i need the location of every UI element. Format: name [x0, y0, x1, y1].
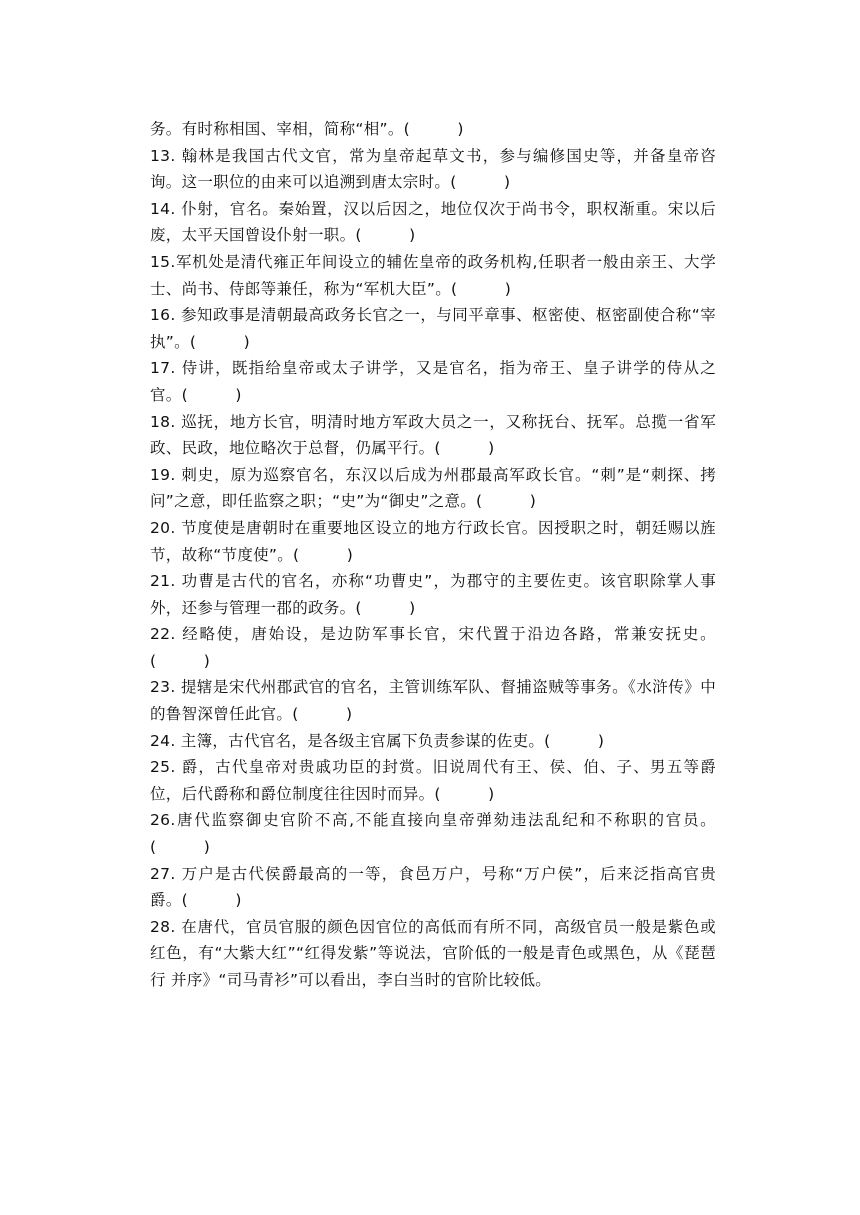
question-item-15: 15.军机处是清代雍正年间设立的辅佐皇帝的政务机构,任职者一般由亲王、大学士、尚书、侍郎等兼任，称为“军机大臣”。( ) [150, 252, 716, 298]
question-item-22: 22. 经略使，唐始设，是边防军事长官，宋代置于沿边各路，常兼安抚史。( ) [150, 625, 716, 670]
question-item-14: 14. 仆射，官名。秦始置，汉以后因之，地位仅次于尚书令，职权渐重。宋以后废，太平天国曾设仆射一职。( ) [150, 199, 716, 245]
question-item-17: 17. 侍讲，既指给皇帝或太子讲学，又是官名，指为帝王、皇子讲学的侍从之官。( ) [150, 359, 716, 404]
question-item-21: 21. 功曹是古代的官名，亦称“功曹史”，为郡守的主要佐吏。该官职除掌人事外，还参与管理一郡的政务。( ) [150, 572, 716, 617]
question-item-12-continued: 务。有时称相国、宰相，简称“相”。( ) [150, 120, 464, 138]
question-item-20: 20. 节度使是唐朝时在重要地区设立的地方行政长官。因授职之时，朝廷赐以旌节，故称“节度使”。( ) [150, 518, 716, 564]
question-item-24: 24. 主簿，古代官名，是各级主官属下负责参谋的佐吏。( ) [150, 731, 605, 750]
question-item-26: 26.唐代监察御史官阶不高,不能直接向皇帝弹劾违法乱纪和不称职的官员。( ) [150, 811, 716, 857]
question-item-28: 28. 在唐代，官员官服的颜色因官位的高低而有所不同，高级官员一般是紫色或红色，有“大紫大红”“红得发紫”等说法，官阶低的一般是青色或黑色，从《琵琶行 并序》“司马青衫”可以看出，李白当时的官阶比较低。 [150, 917, 716, 989]
question-item-19: 19. 刺史，原为巡察官名，东汉以后成为州郡最高军政长官。“刺”是“刺探、拷问”之意，即任监察之职；“史”为“御史”之意。( ) [150, 465, 716, 511]
question-list [150, 116, 716, 994]
question-item-23: 23. 提辖是宋代州郡武官的官名，主管训练军队、督捕盗贼等事务。《水浒传》中的鲁智深曾任此官。( ) [150, 678, 716, 724]
question-item-18: 18. 巡抚，地方长官，明清时地方军政大员之一，又称抚台、抚军。总揽一省军政、民政，地位略次于总督，仍属平行。( ) [150, 412, 716, 458]
question-item-13: 13. 翰林是我国古代文官，常为皇帝起草文书，参与编修国史等，并备皇帝咨询。这一职位的由来可以追溯到唐太宗时。( ) [150, 146, 716, 192]
question-item-16: 16. 参知政事是清朝最高政务长官之一，与同平章事、枢密使、枢密副使合称“宰执”。( ) [150, 306, 716, 351]
question-item-27: 27. 万户是古代侯爵最高的一等，食邑万户，号称“万户侯”，后来泛指高官贵爵。( ) [150, 864, 716, 910]
question-item-25: 25. 爵，古代皇帝对贵戚功臣的封赏。旧说周代有王、侯、伯、子、男五等爵位，后代爵称和爵位制度往往因时而异。( ) [150, 758, 716, 803]
